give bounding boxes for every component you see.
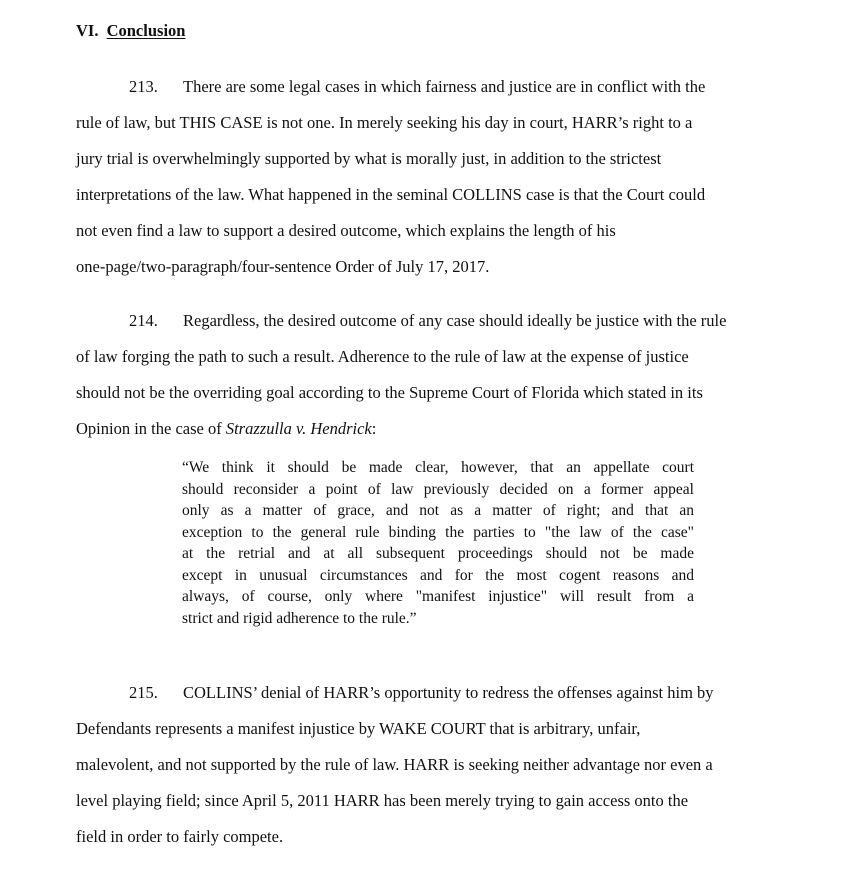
paragraph-line	[76, 311, 726, 331]
paragraph-text: There are some legal cases in which fairness and justice are in conflict with the	[183, 77, 706, 96]
quote-line: “We think it should be made clear, however, that an appellate court	[182, 459, 694, 476]
paragraph-line: jury trial is overwhelmingly supported by what is morally just, in addition to the strictest	[76, 149, 662, 168]
paragraph-line	[76, 77, 705, 97]
quote-line: at the retrial and at all subsequent proceedings should not be made	[182, 545, 694, 562]
paragraph-line	[76, 683, 714, 703]
paragraph-line	[76, 419, 376, 439]
paragraph-line: level playing field; since April 5, 2011 HARR has been merely trying to gain access onto the	[76, 791, 689, 810]
quote-line: except in unusual circumstances and for the most cogent reasons and	[182, 566, 694, 584]
paragraph-line: one-page/two-paragraph/four-sentence Order of July 17, 2017.	[76, 257, 490, 276]
section-heading	[76, 21, 185, 41]
paragraph-line: rule of law, but THIS CASE is not one. In merely seeking his day in court, HARR’s right to a	[76, 113, 693, 132]
paragraph-text: COLLINS’ denial of HARR’s opportunity to redress the offenses against him by	[183, 683, 714, 702]
paragraph-line: not even find a law to support a desired outcome, which explains the length of his	[76, 221, 616, 240]
paragraph-number: 215.	[129, 683, 158, 702]
paragraph-line: should not be the overriding goal according to the Supreme Court of Florida which stated in its	[76, 383, 703, 402]
paragraph-line: Defendants represents a manifest injustice by WAKE COURT that is arbitrary, unfair,	[76, 719, 641, 738]
paragraph-number: 214.	[129, 311, 158, 330]
case-citation: Strazzulla v. Hendrick	[225, 419, 372, 438]
quote-line: strict and rigid adherence to the rule.”	[182, 609, 417, 627]
quote-line: should reconsider a point of law previously decided on a former appeal	[182, 480, 694, 498]
paragraph-line: field in order to fairly compete.	[76, 827, 284, 846]
paragraph-text: Opinion in the case of	[76, 419, 226, 438]
section-title: Conclusion	[106, 21, 186, 40]
paragraph-text: :	[371, 419, 377, 438]
block-quote	[182, 457, 694, 629]
quote-line: only as a matter of grace, and not as a matter of right; and that an	[182, 502, 694, 519]
paragraph-text: Regardless, the desired outcome of any case should ideally be justice with the rule	[183, 311, 727, 330]
quote-line: exception to the general rule binding the parties to "the law of the case"	[182, 523, 694, 541]
paragraph-line: interpretations of the law. What happened in the seminal COLLINS case is that the Court could	[76, 185, 706, 204]
paragraph-number: 213.	[129, 77, 158, 96]
quote-line: always, of course, only where "manifest injustice" will result from a	[182, 588, 694, 605]
paragraph-line: of law forging the path to such a result. Adherence to the rule of law at the expense of justice	[76, 347, 689, 366]
paragraph-line: malevolent, and not supported by the rule of law. HARR is seeking neither advantage nor even a	[76, 755, 713, 774]
section-number: VI.	[76, 21, 99, 40]
